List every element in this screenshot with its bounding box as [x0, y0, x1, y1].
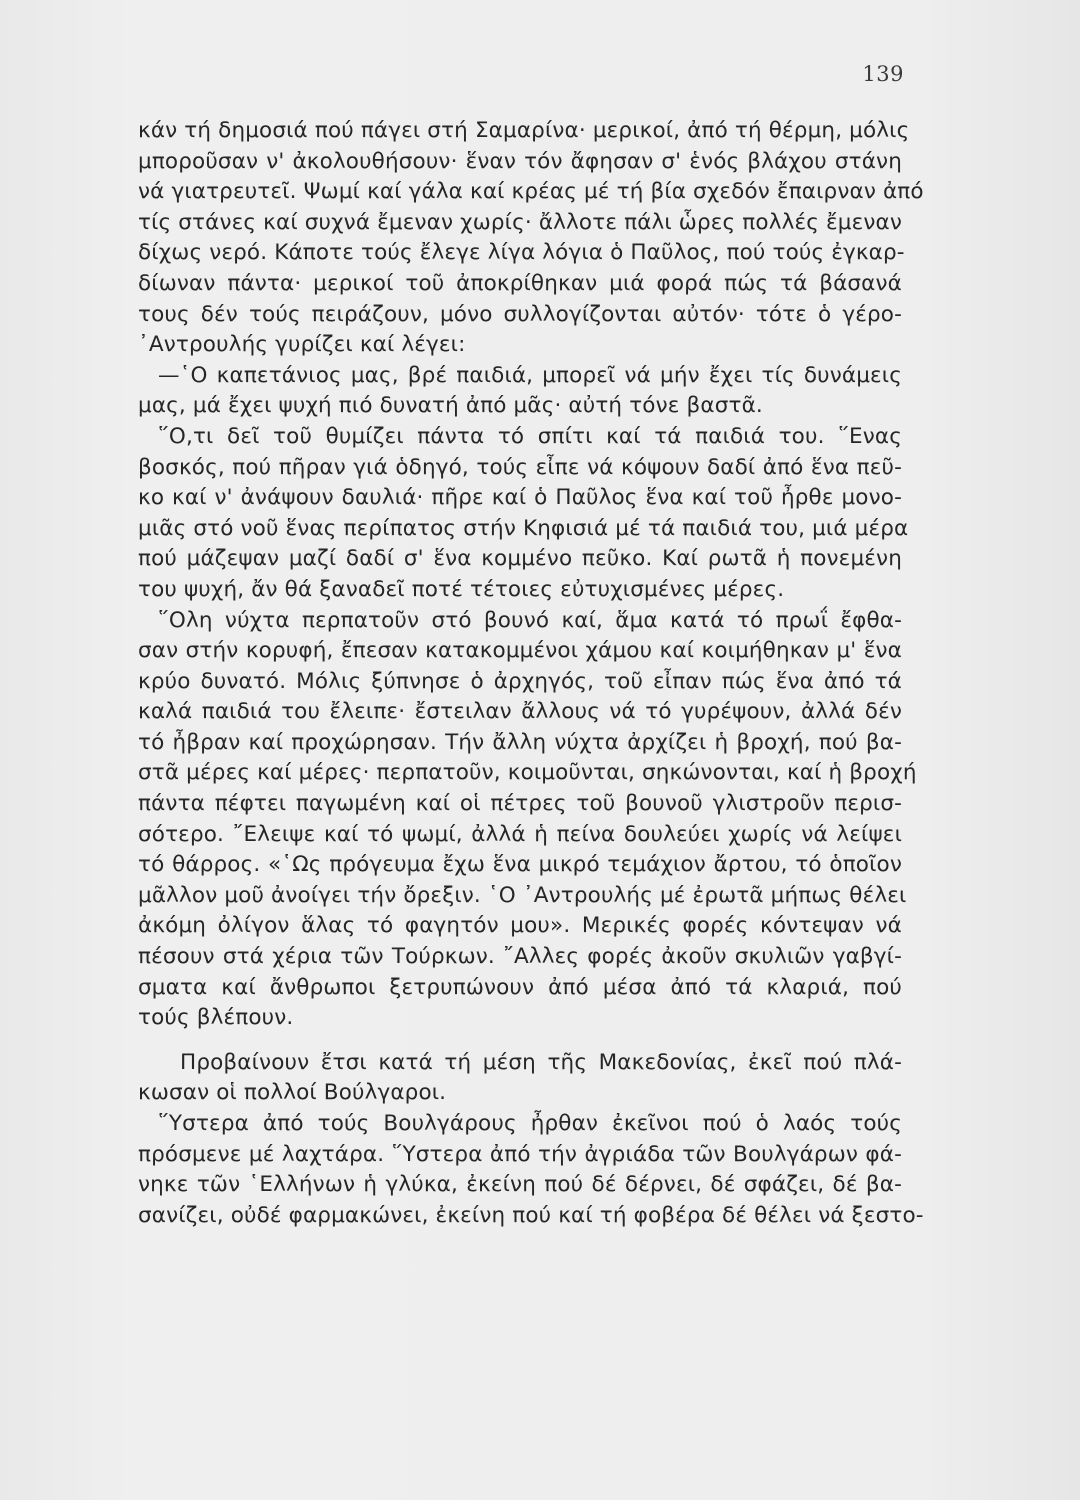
text-line: τους δέν τούς πειράζουν, μόνο συλλογίζονται αὐτόν· τότε ὁ γέρο- — [138, 301, 902, 327]
text-line: —῾Ο καπετάνιος μας, βρέ παιδιά, μπορεῖ νά μήν ἔχει τίς δυνάμεις — [158, 362, 902, 388]
text-line: ῞Υστερα ἀπό τούς Βουλγάρους ἦρθαν ἐκεῖνοι πού ὁ λαός τούς — [158, 1111, 902, 1136]
text-line: καλά παιδιά του ἔλειπε· ἔστειλαν ἄλλους νά τό γυρέψουν, ἀλλά δέν — [138, 699, 902, 725]
text-line: μᾶλλον μοῦ ἀνοίγει τήν ὄρεξιν. ῾Ο ᾿Αντρουλής μέ ἐρωτᾶ μήπως θέλει — [138, 882, 907, 908]
text-line: ἀκόμη ὀλίγον ἅλας τό φαγητόν μου». Μερικές φορές κόντεψαν νά — [138, 913, 902, 939]
paragraph-spacer — [138, 1034, 902, 1048]
text-line: σαν στήν κορυφή, ἔπεσαν κατακομμένοι χάμου καί κοιμήθηκαν μ' ἕνα — [138, 638, 902, 664]
body-text — [138, 116, 924, 1231]
text-line: μας, μά ἔχει ψυχή πιό δυνατή ἀπό μᾶς· αὐτή τόνε βαστᾶ. — [138, 393, 763, 419]
text-line: τό θάρρος. «῾Ως πρόγευμα ἔχω ἕνα μικρό τεμάχιον ἄρτου, τό ὁποῖον — [138, 852, 902, 878]
text-line: νά γιατρευτεῖ. Ψωμί καί γάλα καί κρέας μέ τή βία σχεδόν ἔπαιρναν ἀπό — [138, 179, 924, 205]
text-line: τό ἦβραν καί προχώρησαν. Τήν ἄλλη νύχτα ἀρχίζει ἡ βροχή, πού βα- — [138, 729, 902, 755]
text-line: στᾶ μέρες καί μέρες· περπατοῦν, κοιμοῦνται, σηκώνονται, καί ἡ βροχή — [138, 760, 917, 786]
text-line: δίχως νερό. Κάποτε τούς ἔλεγε λίγα λόγια ὁ Παῦλος, πού τούς ἐγκαρ- — [138, 240, 905, 266]
text-line: τίς στάνες καί συχνά ἔμεναν χωρίς· ἄλλοτε πάλι ὧρες πολλές ἔμεναν — [138, 209, 902, 235]
text-line: μιᾶς στό νοῦ ἕνας περίπατος στήν Κηφισιά μέ τά παιδιά του, μιά μέρα — [138, 515, 909, 541]
paragraph-1 — [138, 116, 924, 361]
text-line: πού μάζεψαν μαζί δαδί σ' ἕνα κομμένο πεῦκο. Καί ρωτᾶ ἡ πονεμένη — [138, 546, 902, 572]
text-line: ᾿Αντρουλής γυρίζει καί λέγει: — [138, 332, 466, 358]
text-line: κωσαν οἱ πολλοί Βούλγαροι. — [138, 1080, 447, 1106]
text-line: νηκε τῶν ῾Ελλήνων ἡ γλύκα, ἐκείνη πού δέ δέρνει, δέ σφάζει, δέ βα- — [138, 1172, 902, 1198]
text-line: κάν τή δημοσιά πού πάγει στή Σαμαρίνα· μερικοί, ἀπό τή θέρμη, μόλις — [138, 118, 910, 143]
paragraph-5 — [138, 1048, 902, 1109]
text-line: κρύο δυνατό. Μόλις ξύπνησε ὁ ἀρχηγός, τοῦ εἶπαν πώς ἕνα ἀπό τά — [138, 668, 902, 694]
text-line: σματα καί ἄνθρωποι ξετρυπώνουν ἀπό μέσα ἀπό τά κλαριά, πού — [138, 974, 902, 1000]
page-number: 139 — [862, 62, 904, 86]
paragraph-3 — [138, 422, 909, 606]
text-line: σότερο. ῎Ελειψε καί τό ψωμί, ἀλλά ἡ πείνα δουλεύει χωρίς νά λείψει — [138, 821, 902, 847]
text-line: βοσκός, πού πῆραν γιά ὁδηγό, τούς εἶπε νά κόψουν δαδί ἀπό ἕνα πεῦ- — [138, 454, 902, 480]
text-line: τούς βλέπουν. — [138, 1005, 294, 1031]
paragraph-4 — [138, 606, 917, 1034]
paragraph-2-dialogue — [138, 361, 902, 422]
text-line: κο καί ν' ἀνάψουν δαυλιά· πῆρε καί ὁ Παῦλος ἕνα καί τοῦ ἦρθε μονο- — [138, 485, 902, 511]
text-line: ῞Ο,τι δεῖ τοῦ θυμίζει πάντα τό σπίτι καί τά παιδιά του. ῞Ενας — [158, 423, 902, 449]
text-line: πάντα πέφτει παγωμένη καί οἱ πέτρες τοῦ βουνοῦ γλιστροῦν περισ- — [138, 791, 902, 817]
text-line: σανίζει, οὐδέ φαρμακώνει, ἐκείνη πού καί τή φοβέρα δέ θέλει νά ξεστο- — [138, 1202, 924, 1228]
paragraph-6 — [138, 1109, 924, 1231]
text-line: πέσουν στά χέρια τῶν Τούρκων. ῎Αλλες φορές ἀκοῦν σκυλιῶν γαβγί- — [138, 944, 902, 970]
text-line: του ψυχή, ἄν θά ξαναδεῖ ποτέ τέτοιες εὐτυχισμένες μέρες. — [138, 576, 785, 602]
text-line: δίωναν πάντα· μερικοί τοῦ ἀποκρίθηκαν μιά φορά πώς τά βάσανά — [138, 270, 902, 296]
text-line: μποροῦσαν ν' ἀκολουθήσουν· ἕναν τόν ἄφησαν σ' ἑνός βλάχου στάνη — [138, 148, 902, 174]
text-line: πρόσμενε μέ λαχτάρα. ῞Υστερα ἀπό τήν ἀγριάδα τῶν Βουλγάρων φά- — [138, 1141, 902, 1167]
text-line: Προβαίνουν ἔτσι κατά τή μέση τῆς Μακεδονίας, ἐκεῖ πού πλά- — [180, 1049, 902, 1075]
text-line: ῞Ολη νύχτα περπατοῦν στό βουνό καί, ἅμα κατά τό πρωΐ ἔφθα- — [158, 607, 902, 633]
